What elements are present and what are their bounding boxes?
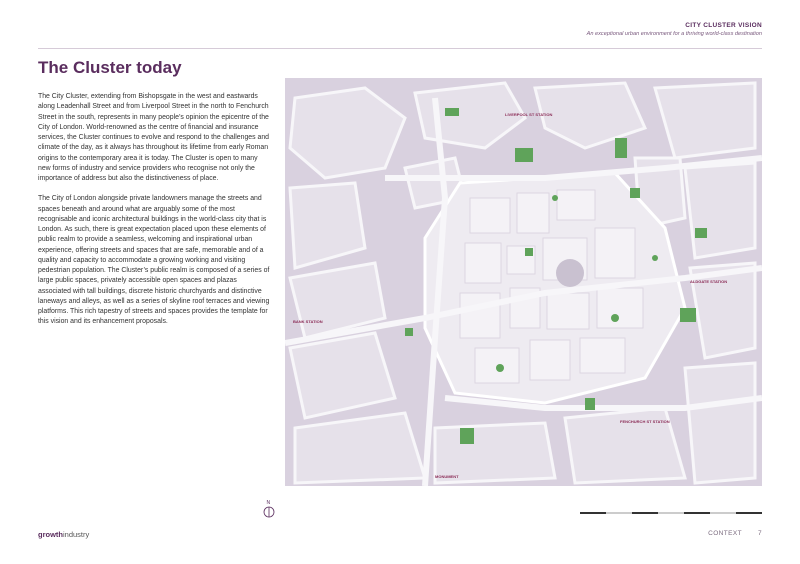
- north-arrow: [262, 498, 276, 518]
- header-subtitle: An exceptional urban environment for a thriving world-class destination: [586, 31, 762, 37]
- scale-bar: [580, 506, 762, 516]
- page-header: [587, 22, 762, 37]
- page-number: 7: [757, 530, 762, 537]
- map-drawing: [285, 78, 762, 486]
- brand-bold: growth: [38, 530, 63, 539]
- paragraph-1: The City Cluster, extending from Bishopsgate in the west and eastwards along Leadenhall Street and from Liverpool Street in the north to Fenchurch Street in the south, represents in many people’s opinion the epicentre of the City of London. World-renowned as the centre of financial and insurance services, the Cluster continues to evolve and respond to the challenges and climate of the day, as it always has throughout its lifetime from early Roman origins to the contemporary area it is today. The Cluster is open to many new forms of industry and service providers who recognise not only the importance of address but also the distinctiveness of place.: [38, 93, 269, 182]
- station-label-aldgate: ALDGATE STATION: [690, 279, 728, 284]
- page-title: The Cluster today: [38, 58, 182, 77]
- paragraph-2: The City of London alongside private landowners manage the streets and spaces beneath and around what are arguably some of the most recognisable and iconic architectural buildings in the world-class city that is London. As such, there is great expectation placed upon these elements of public realm to provide a seamless, welcoming and inspirational urban experience, offering streets and spaces that are safe, memorable and of a quality and capacity to accommodate a growing working and visiting pedestrian population. The Cluster’s public realm is composed of a series of large public spaces, privately accessible open spaces and plazas associated with tall buildings, discrete historic churchyards and distinctive laneways and alleys, as well as a series of skyline roof terraces and viewing platforms. This rich tapestry of streets and spaces provides the template for this vision and its enhancement proposals.: [38, 195, 270, 326]
- station-label-liverpool: LIVERPOOL ST STATION: [505, 112, 553, 117]
- header-divider: [38, 48, 762, 49]
- body-text: [38, 92, 270, 338]
- station-label-fenchurch: FENCHURCH ST STATION: [620, 419, 670, 424]
- footer-section: [708, 530, 762, 537]
- station-label-monument: MONUMENT: [435, 474, 459, 479]
- brand-light: industry: [63, 530, 90, 539]
- footer-logo: [38, 530, 89, 539]
- section-label: CONTEXT: [708, 530, 742, 537]
- station-label-bank: BANK STATION: [293, 319, 323, 324]
- cluster-map: [285, 78, 762, 486]
- north-label: N: [266, 500, 271, 506]
- header-title: CITY CLUSTER VISION: [685, 22, 762, 29]
